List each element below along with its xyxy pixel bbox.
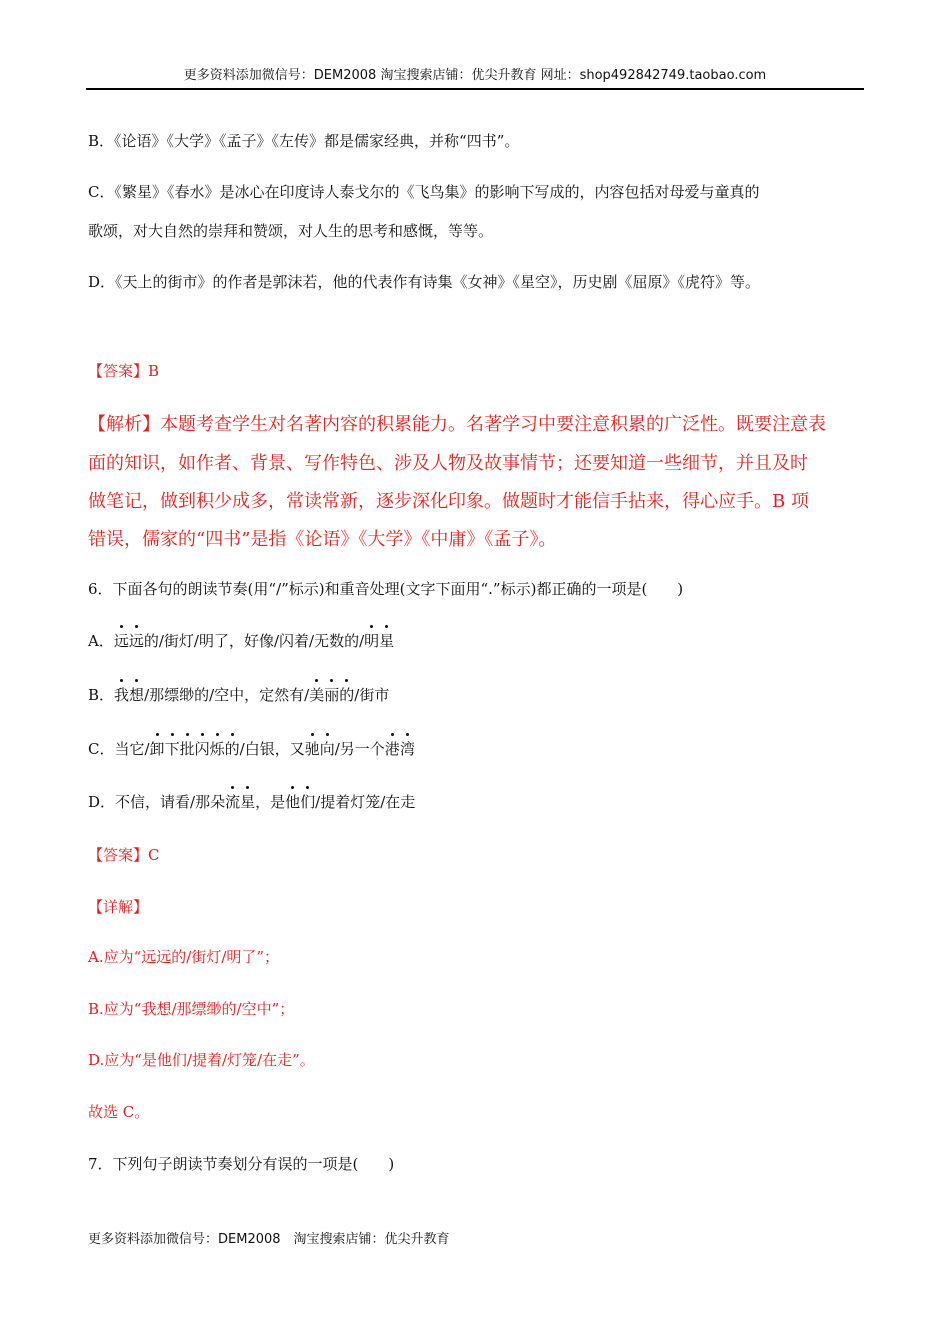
option-text: 的/街灯/明了，好像/闪着/无数的/	[143, 632, 365, 650]
q6-answer: 【答案】C	[88, 846, 160, 864]
option-text: /另一个	[334, 740, 385, 758]
stressed-char: 的	[224, 740, 240, 758]
stressed-char: 美	[309, 686, 325, 704]
option-text: ，是	[255, 793, 286, 811]
stressed-char: 向	[319, 740, 335, 758]
stressed-char: 想	[129, 686, 145, 704]
q6-choose: 故选 C。	[88, 1103, 150, 1121]
stressed-char: 丽	[324, 686, 340, 704]
stressed-char: 闪	[194, 740, 210, 758]
option-text: /提着灯笼/在走	[315, 793, 416, 811]
option-prefix: A．	[88, 632, 114, 650]
q6-stem: 6．下面各句的朗读节奏(用“/”标示)和重音处理(文字下面用“.”标示)都正确的一项是( )	[88, 580, 684, 598]
stressed-char: 驰	[304, 740, 320, 758]
q6-option-a	[88, 630, 394, 651]
q5-option-d: D．《天上的街市》的作者是郭沫若，他的代表作有诗集《女神》《星空》，历史剧《屈原》《虎符》等。	[88, 273, 761, 291]
stressed-char: 湾	[399, 740, 415, 758]
q5-option-c-line1: C．《繁星》《春水》是冰心在印度诗人泰戈尔的《飞鸟集》的影响下写成的，内容包括对母爱与童真的	[88, 183, 760, 201]
stressed-char: 明	[364, 632, 380, 650]
option-prefix: D．	[88, 793, 116, 811]
q5-analysis-line2: 面的知识，如作者、背景、写作特色、涉及人物及故事情节；还要知道一些细节，并且及时	[88, 453, 808, 474]
stressed-char: 他	[285, 793, 301, 811]
option-prefix: C．	[88, 740, 115, 758]
stressed-char: 卸	[149, 740, 165, 758]
stressed-char: 星	[240, 793, 256, 811]
option-text: /街市	[354, 686, 390, 704]
stressed-char: 批	[179, 740, 195, 758]
page-footer: 更多资料添加微信号：DEM2008 淘宝搜索店铺：优尖升教育	[88, 1232, 450, 1247]
option-prefix: B．	[88, 686, 115, 704]
option-text: /那缥缈的/空中，定然有/	[144, 686, 310, 704]
stressed-char: 流	[225, 793, 241, 811]
q7-stem: 7．下列句子朗读节奏划分有误的一项是( )	[88, 1155, 395, 1173]
q5-answer: 【答案】B	[88, 362, 160, 380]
q6-option-b	[88, 684, 389, 705]
q5-option-b: B．《论语》《大学》《孟子》《左传》都是儒家经典，并称“四书”。	[88, 132, 520, 150]
stressed-char: 下	[164, 740, 180, 758]
q5-option-c-line2: 歌颂，对大自然的崇拜和赞颂，对人生的思考和感慨，等等。	[88, 222, 494, 240]
page-header: 更多资料添加微信号：DEM2008 淘宝搜索店铺：优尖升教育 网址：shop492842749.taobao.com	[86, 66, 864, 90]
option-text: 当它/	[114, 740, 150, 758]
q6-detail-a: A.应为“远远的/街灯/明了”；	[88, 948, 280, 966]
q6-detail-heading: 【详解】	[88, 898, 149, 916]
q5-analysis-line3: 做笔记，做到积少成多，常读常新，逐步深化印象。做题时才能信手拈来，得心应手。B 项	[88, 491, 809, 512]
stressed-char: 远	[113, 632, 129, 650]
stressed-char: 远	[128, 632, 144, 650]
option-text: 不信，请看/那朵	[115, 793, 226, 811]
stressed-char: 的	[339, 686, 355, 704]
q5-analysis-line1: 【解析】本题考查学生对名著内容的积累能力。名著学习中要注意积累的广泛性。既要注意表	[88, 414, 826, 435]
stressed-char: 烁	[209, 740, 225, 758]
q6-option-d	[88, 791, 415, 812]
q6-detail-b: B.应为“我想/那缥缈的/空中”；	[88, 1000, 295, 1018]
q6-option-c	[88, 738, 415, 759]
stressed-char: 们	[300, 793, 316, 811]
stressed-char: 我	[114, 686, 130, 704]
stressed-char: 星	[379, 632, 395, 650]
option-text: /白银，又	[239, 740, 305, 758]
q5-analysis-line4: 错误，儒家的“四书”是指《论语》《大学》《中庸》《孟子》。	[88, 529, 557, 550]
q6-detail-d: D.应为“是他们/提着/灯笼/在走”。	[88, 1051, 315, 1069]
stressed-char: 港	[384, 740, 400, 758]
